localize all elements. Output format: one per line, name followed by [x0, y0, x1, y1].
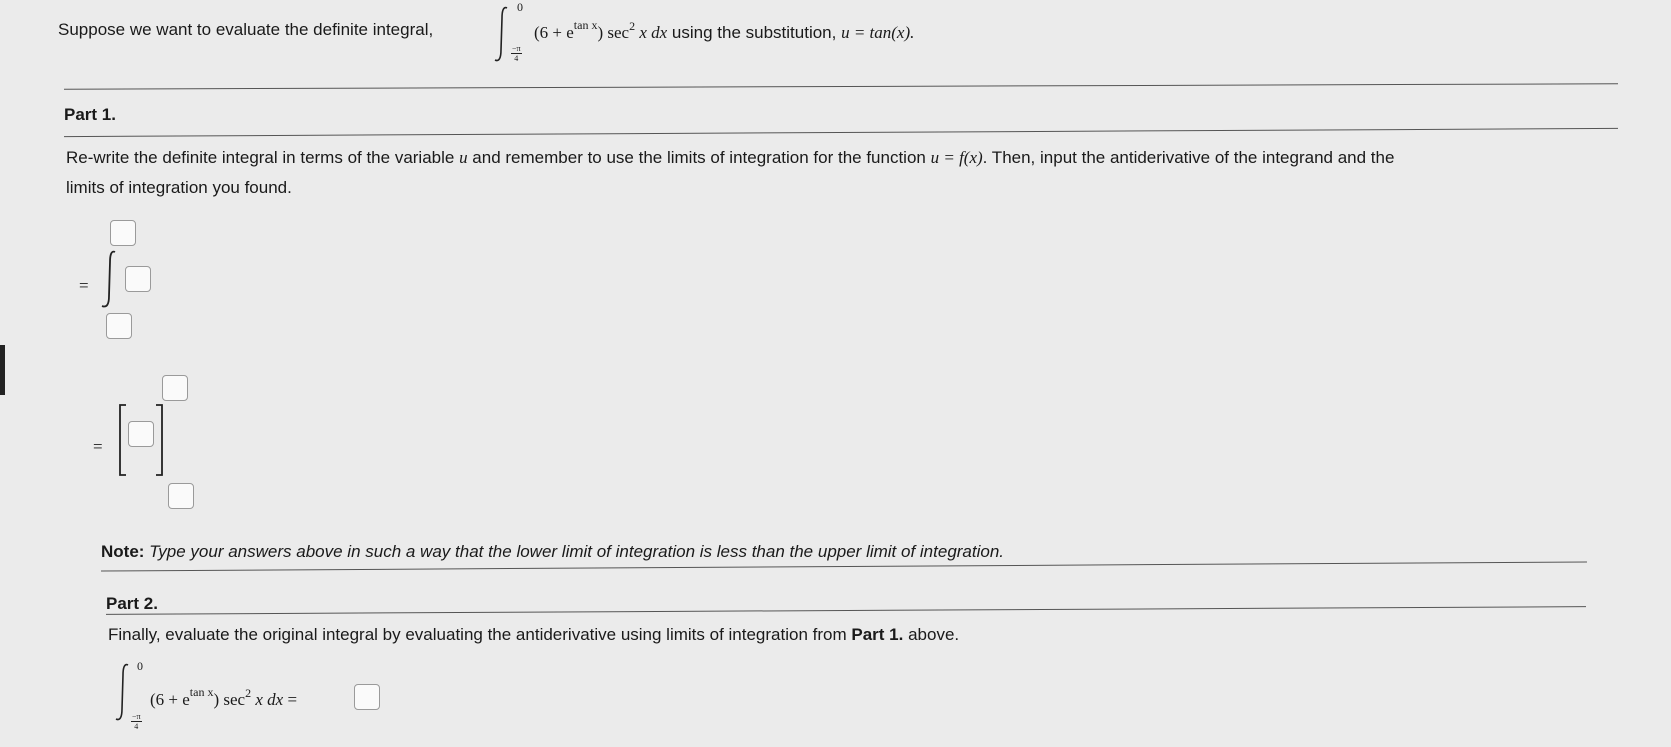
part1-note: [101, 542, 1004, 562]
intro-substitution: u = tan(x).: [841, 23, 915, 42]
antiderivative-input[interactable]: [128, 421, 154, 447]
part2-instruction-b: above.: [903, 625, 960, 644]
intro-lower-num: −π: [512, 44, 521, 53]
part1-instruction-line2: limits of integration you found.: [66, 178, 292, 197]
divider-part1: [64, 128, 1618, 137]
part2-integrand-a: (6 + e: [150, 690, 190, 709]
part1-instruction-c: . Then, input the antiderivative of the integrand and the: [982, 148, 1395, 167]
integral-sign-part2: [113, 661, 133, 723]
part2-integrand-b: ) sec: [213, 690, 246, 709]
intro-lower-den: 4: [514, 54, 519, 63]
part2-lower-num: −π: [132, 712, 141, 721]
integral-sign-part1: [98, 248, 120, 310]
part2-integrand: [150, 685, 297, 710]
intro-prefix: Suppose we want to evaluate the definite integral,: [58, 20, 434, 39]
eval-upper-limit-input[interactable]: [162, 375, 188, 401]
intro-integrand: [534, 18, 914, 43]
intro-text: [58, 20, 433, 40]
part2-instruction: [108, 625, 959, 645]
lower-limit-input[interactable]: [106, 313, 132, 339]
divider-intro: [64, 83, 1618, 89]
part2-lower-den: 4: [134, 722, 139, 731]
intro-integrand-sq: 2: [629, 19, 636, 33]
integrand-input[interactable]: [125, 266, 151, 292]
equals-sign-2: =: [93, 437, 103, 456]
final-answer-input[interactable]: [354, 684, 380, 710]
part1-instruction: [66, 148, 1394, 168]
intro-middle: using the substitution,: [667, 23, 842, 42]
part1-heading: Part 1.: [64, 105, 116, 124]
part1-instruction-a: Re-write the definite integral in terms of the variable: [66, 148, 460, 167]
part2-instruction-bold: Part 1.: [851, 625, 904, 644]
part2-instruction-a: Finally, evaluate the original integral by evaluating the antiderivative using limits of integration from: [108, 625, 852, 644]
part1-instruction-b: and remember to use the limits of integration for the function: [467, 148, 931, 167]
part2-heading: Part 2.: [106, 594, 158, 613]
divider-note: [101, 561, 1587, 571]
part2-lower-limit: [131, 712, 142, 731]
note-label: Note:: [101, 542, 145, 561]
integral-sign: [492, 4, 512, 64]
note-text: Type your answers above in such a way that the lower limit of integration is less than the upper limit of integration.: [144, 542, 1005, 561]
part2-equals: =: [287, 690, 298, 709]
part1-func: u = f(x): [930, 148, 983, 167]
intro-integrand-c: x dx: [635, 23, 668, 42]
part2-upper-limit: 0: [137, 659, 143, 673]
part2-integrand-c: x dx: [251, 690, 284, 709]
part2-integrand-exp: tan x: [189, 685, 214, 699]
intro-upper-limit: 0: [517, 0, 523, 14]
intro-integrand-a: (6 + e: [534, 23, 574, 42]
intro-integrand-exp: tan x: [573, 18, 598, 32]
part1-var-u: u: [459, 148, 468, 167]
equals-sign-1: =: [79, 276, 89, 295]
upper-limit-input[interactable]: [110, 220, 136, 246]
divider-part2: [106, 606, 1586, 615]
eval-lower-limit-input[interactable]: [168, 483, 194, 509]
part2-integrand-sq: 2: [245, 686, 252, 700]
intro-lower-limit: [511, 44, 522, 63]
screen-edge: [0, 345, 5, 395]
intro-integrand-b: ) sec: [597, 23, 630, 42]
